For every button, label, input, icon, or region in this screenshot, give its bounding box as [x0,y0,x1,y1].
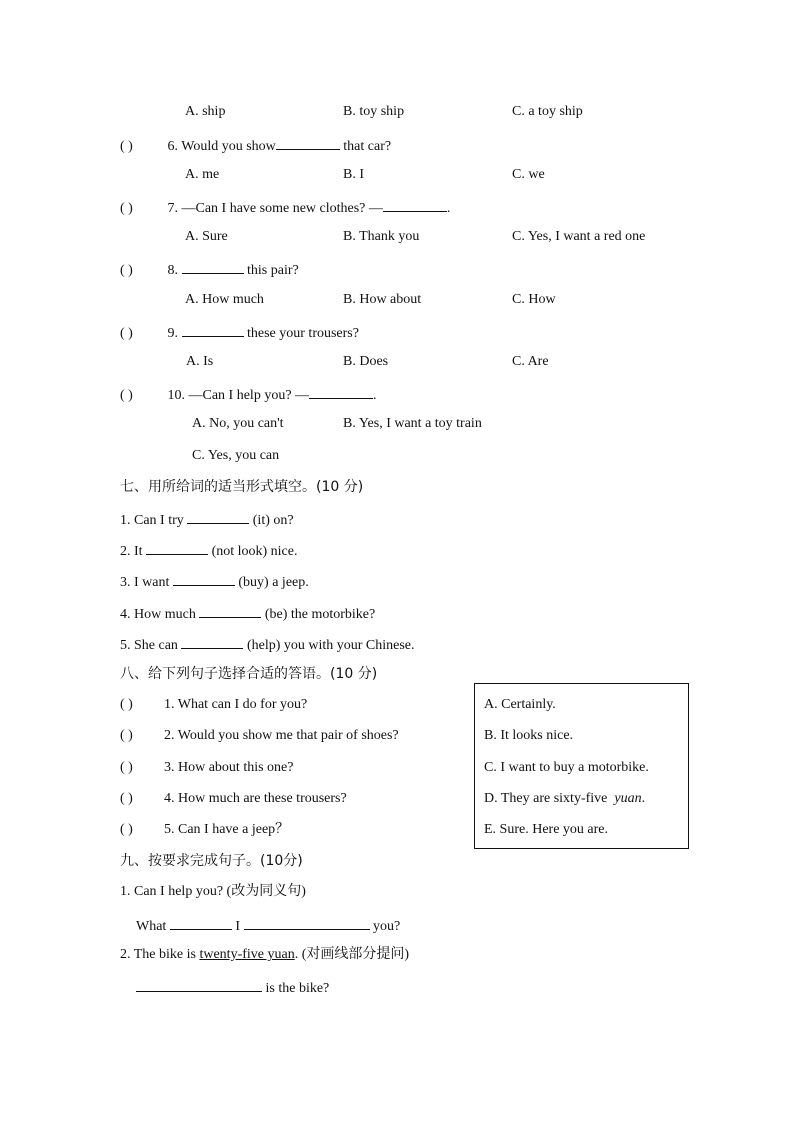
q9-text-post: these your trousers? [247,326,359,341]
answer-d-yuan: yuan [614,791,642,806]
sec9-q1-blank2[interactable] [244,915,370,930]
sec9-q2 [120,946,409,964]
sec7-item [120,571,309,592]
sec9-q2-answer-text: is the bike? [265,981,330,996]
sec7-blank[interactable] [199,603,261,618]
sec8-item-text: 5. Can I have a jeep？ [164,822,290,837]
sec7-blank[interactable] [187,509,249,524]
q5-option-c: C. a toy ship [512,104,583,119]
answer-paren[interactable]: ( ) [120,791,133,806]
sec8-item [120,759,293,777]
sec9-q2-instruction: . (对画线部分提问) [294,947,410,962]
q6-option-a: A. me [185,167,220,182]
answer-paren[interactable]: ( ) [120,201,133,216]
q6-option-c: C. we [512,167,545,182]
sec8-item-text: 2. Would you show me that pair of shoes? [164,728,399,743]
sec9-q2-text: 2. The bike is [120,947,196,962]
sec9-q1-you: you? [373,919,401,934]
q8-option-a: A. How much [185,292,264,307]
sec7-item [120,603,375,624]
q5-option-b: B. toy ship [343,104,405,119]
section7-title: 七、用所给词的适当形式填空。(10 分) [120,479,364,495]
q10-text-post: . [373,388,377,403]
q10-option-a: A. No, you can't [192,416,284,431]
q6-text-post: that car? [343,139,392,154]
answer-paren[interactable]: ( ) [120,139,133,154]
sec7-item-hint: (be) the motorbike? [264,607,376,622]
sec8-item [120,821,289,839]
q6-text-pre: Would you show [181,139,276,154]
sec9-q2-blank[interactable] [136,977,262,992]
answer-paren[interactable]: ( ) [120,697,133,712]
q8-option-c: C. How [512,292,556,307]
answer-c: C. I want to buy a motorbike. [484,760,649,775]
q7-text-post: . [446,201,451,216]
q9-blank[interactable] [182,322,244,337]
sec8-item [120,727,399,745]
q10-option-c: C. Yes, you can [192,448,280,463]
q8-option-b: B. How about [343,292,422,307]
q9-option-c: C. Are [512,354,549,369]
sec7-item [120,634,415,655]
q6-option-b: B. I [343,167,364,182]
sec8-item-text: 3. How about this one? [164,760,294,775]
answer-d [484,790,645,808]
q10-question [120,384,377,405]
q10-option-b: B. Yes, I want a toy train [343,416,482,431]
section9-title: 九、按要求完成句子。(10分) [120,853,303,869]
q7-number: 7. [167,201,178,216]
sec7-item-hint: (it) on? [252,513,294,528]
sec7-item-text: 3. I want [120,575,170,590]
sec9-q1-i: I [235,919,240,934]
answer-a: A. Certainly. [484,697,556,712]
sec7-item-hint: (not look) nice. [211,544,298,559]
answer-paren[interactable]: ( ) [120,822,133,837]
q8-text-post: this pair? [247,263,299,278]
sec7-item-text: 5. She can [120,638,178,653]
sec7-blank[interactable] [146,540,208,555]
q7-option-b: B. Thank you [343,229,420,244]
sec7-item-text: 4. How much [120,607,196,622]
answer-paren[interactable]: ( ) [120,326,133,341]
sec9-q1-what: What [136,919,167,934]
q10-number: 10. [167,388,185,403]
q5-option-a: A. ship [185,104,226,119]
sec8-item-text: 4. How much are these trousers? [164,791,347,806]
section8-title: 八、给下列句子选择合适的答语。(10 分) [120,666,378,682]
sec9-q1-answer [136,915,400,936]
answer-b: B. It looks nice. [484,728,574,743]
answer-e: E. Sure. Here you are. [484,822,609,837]
q9-option-a: A. Is [186,354,214,369]
answer-paren[interactable]: ( ) [120,263,133,278]
answer-paren[interactable]: ( ) [120,760,133,775]
q9-number: 9. [167,326,178,341]
q6-question [120,135,391,156]
sec9-q1: 1. Can I help you? (改为同义句) [120,884,306,899]
q7-question [120,197,450,218]
q7-option-c: C. Yes, I want a red one [512,229,646,244]
sec7-item-hint: (buy) a jeep. [238,575,309,590]
sec9-q2-underlined: twenty-five yuan [199,947,295,962]
sec7-item-text: 1. Can I try [120,513,184,528]
sec7-item [120,509,294,530]
q7-text-pre: —Can I have some new clothes? — [181,201,383,216]
answer-paren[interactable]: ( ) [120,728,133,743]
q10-text-pre: —Can I help you? — [188,388,310,403]
sec8-item-text: 1. What can I do for you? [164,697,308,712]
sec7-item-hint: (help) you with your Chinese. [246,638,415,653]
q6-number: 6. [167,139,178,154]
sec7-item [120,540,297,561]
answer-d-period: . [641,791,646,806]
sec7-blank[interactable] [181,634,243,649]
sec7-blank[interactable] [173,571,235,586]
answer-d-text: D. They are sixty-five [484,791,608,806]
answer-paren[interactable]: ( ) [120,388,133,403]
q10-blank[interactable] [309,384,373,399]
q8-question [120,259,299,280]
sec8-item [120,696,307,714]
sec9-q1-blank1[interactable] [170,915,232,930]
sec7-item-text: 2. It [120,544,143,559]
q8-number: 8. [167,263,178,278]
q6-blank[interactable] [276,135,340,150]
q7-blank[interactable] [383,197,447,212]
sec9-q2-answer [136,977,329,998]
q9-option-b: B. Does [343,354,389,369]
q8-blank[interactable] [182,259,244,274]
q9-question [120,322,359,343]
q7-option-a: A. Sure [185,229,228,244]
sec8-item [120,790,347,808]
